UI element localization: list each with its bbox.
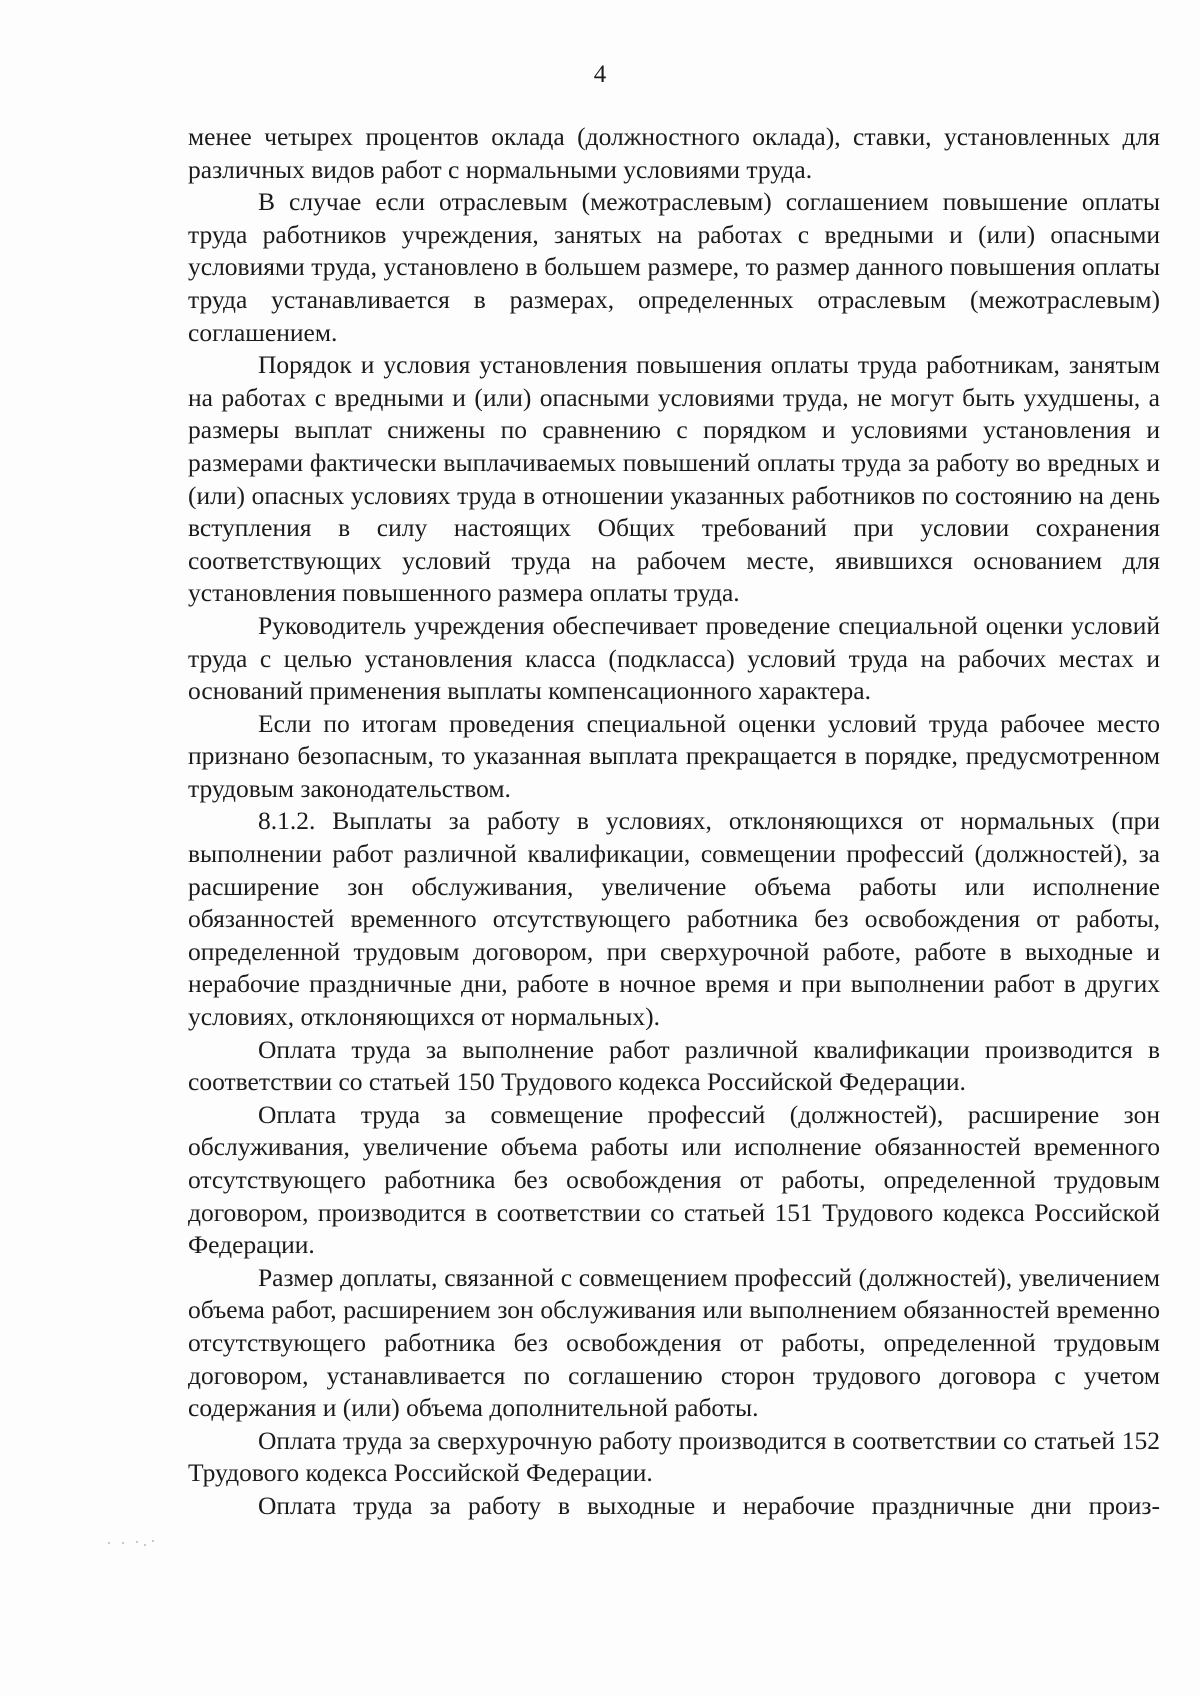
paragraph: В случае если отраслевым (межотраслевым) соглашением повышение оплаты труда работников учреждения, занятых на работах с вредными и (или) опасными условиями труда, установлено в большем размере, то размер данного повышения оплаты труда устанавливается в размерах, определенных отраслевым (межотраслевым) соглашением.: [188, 187, 1160, 347]
paragraph-continued: Оплата труда за работу в выходные и нерабочие праздничные дни произ-: [258, 1490, 1160, 1520]
paragraph: Если по итогам проведения специальной оценки условий труда рабочее место признано безопасным, то указанная выплата прекращается в порядке, предусмотренном трудовым законодательством.: [188, 708, 1160, 803]
scan-artifact: [108, 1538, 168, 1548]
paragraph: Порядок и условия установления повышения оплаты труда работникам, занятым на работах с вредными и (или) опасными условиями труда, не могут быть ухудшены, а размеры выплат снижены по сравнению с порядком и условиями установления и размерами фактически выплачиваемых повышений оплаты труда за работу во вредных и (или) опасных условиях труда в отношении указанных работников по состоянию на день вступления в силу настоящих Общих требований при условии сохранения соответствующих условий труда на рабочем месте, явившихся основанием для установления повышенного размера оплаты труда.: [188, 350, 1160, 608]
page-number: 4: [593, 61, 607, 88]
paragraph: Размер доплаты, связанной с совмещением профессий (должностей), увеличением объема работ, расширением зон обслуживания или выполнением обязанностей временно отсутствующего работника без освобождения от работы, определенной трудовым договором, устанавливается по соглашению сторон трудового договора с учетом содержания и (или) объема дополнительной работы.: [188, 1262, 1160, 1423]
paragraph: 8.1.2. Выплаты за работу в условиях, отклоняющихся от нормальных (при выполнении работ различной квалификации, совмещении профессий (должностей), за расширение зон обслуживания, увеличение объема работы или исполнение обязанностей временного отсутствующего работника без освобождения от работы, определенной трудовым договором, при сверхурочной работе, работе в выходные и нерабочие праздничные дни, работе в ночное время и при выполнении работ в других условиях, отклоняющихся от нормальных).: [188, 806, 1160, 1032]
paragraph: Оплата труда за совмещение профессий (должностей), расширение зон обслуживания, увеличение объема работы или исполнение обязанностей временного отсутствующего работника без освобождения от работы, определенной трудовым договором, производится в соответствии со статьей 151 Трудового кодекса Российской Федерации.: [188, 1099, 1160, 1260]
paragraph: Оплата труда за сверхурочную работу производится в соответствии со статьей 152 Трудового кодекса Российской Федерации.: [188, 1425, 1160, 1488]
paragraph: Руководитель учреждения обеспечивает проведение специальной оценки условий труда с целью установления класса (подкласса) условий труда на рабочих местах и оснований применения выплаты компенсационного характера.: [188, 610, 1160, 706]
paragraph: менее четырех процентов оклада (должностного оклада), ставки, установленных для различных видов работ с нормальными условиями труда.: [188, 122, 1160, 184]
document-body: [188, 121, 1160, 1523]
paragraph: Оплата труда за выполнение работ различной квалификации производится в соответствии со статьей 150 Трудового кодекса Российской Федерации.: [188, 1034, 1160, 1097]
